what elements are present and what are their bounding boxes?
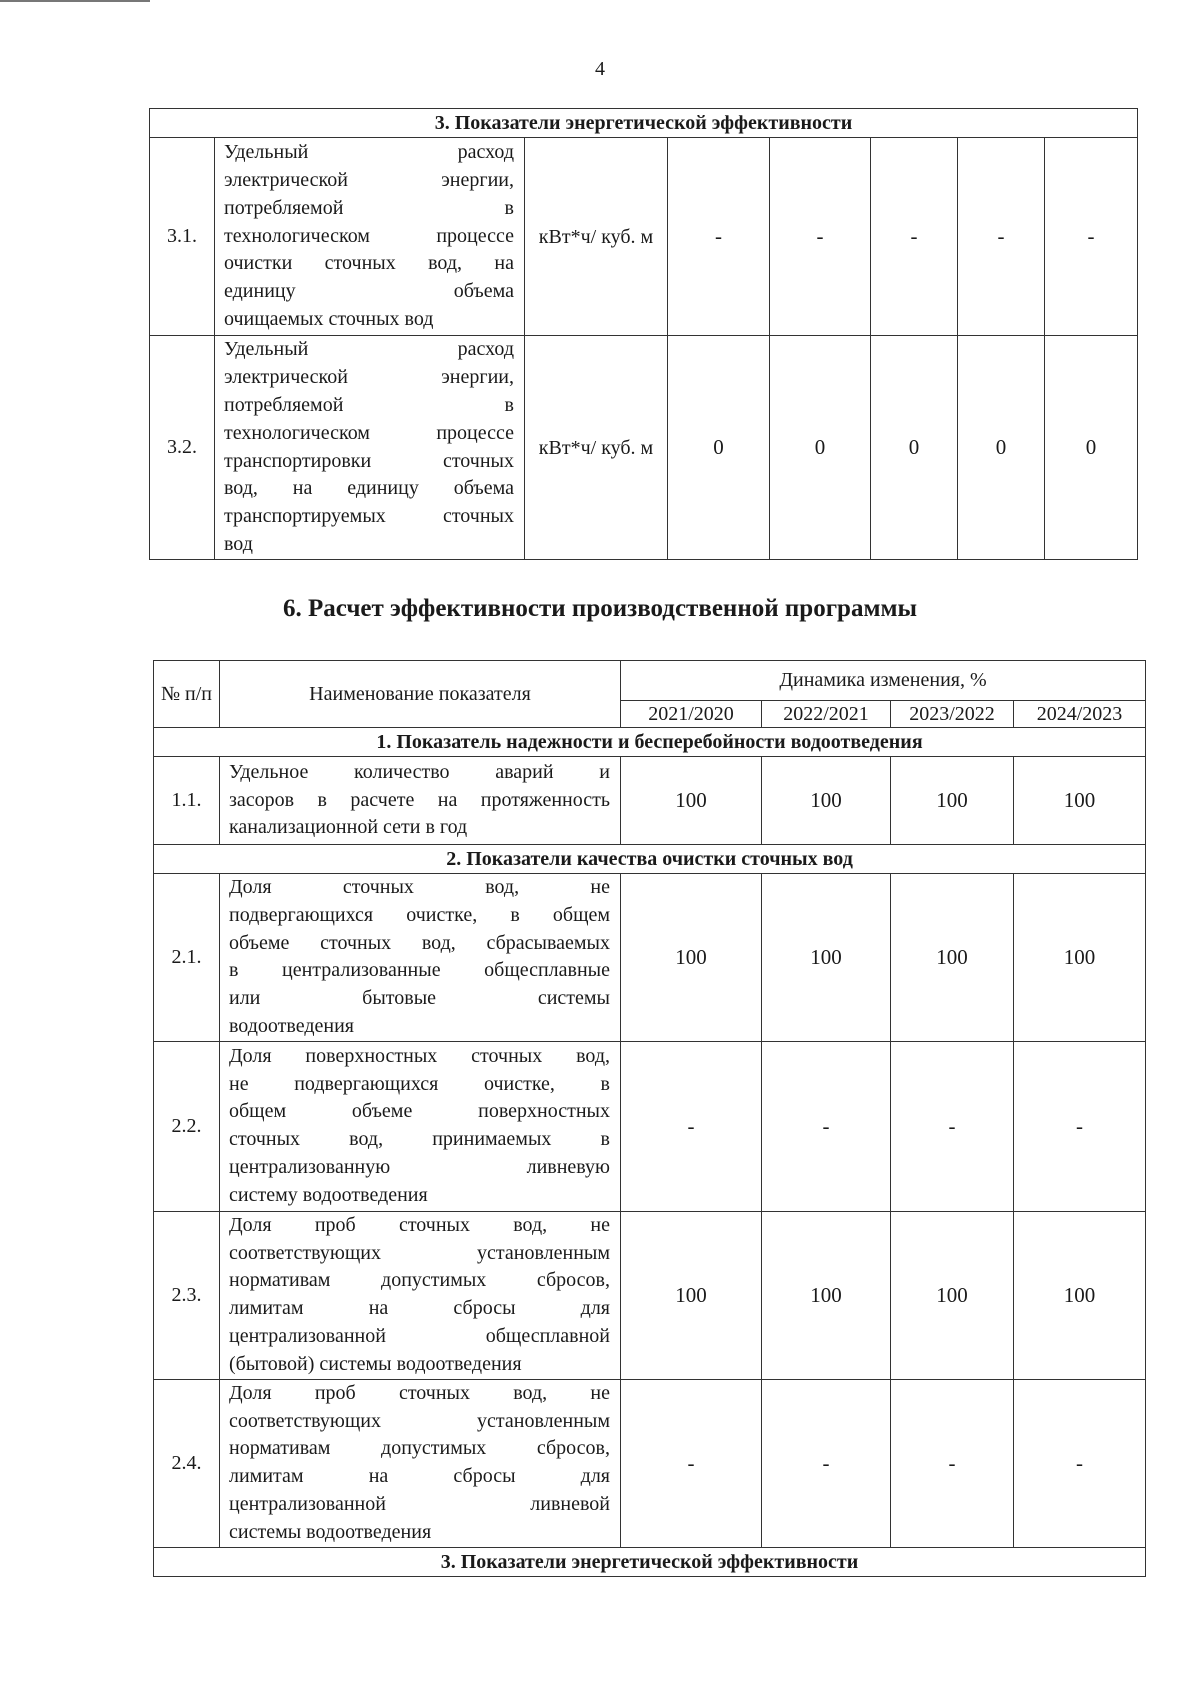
value-cell: - [762,1041,891,1211]
value-cell: 0 [958,336,1045,560]
value-cell: 100 [1014,874,1146,1042]
value-cell: 100 [621,874,762,1042]
year-header: 2023/2022 [891,701,1014,728]
value-cell: 100 [762,874,891,1042]
value-cell: 100 [891,1211,1014,1379]
section-header: 1. Показатель надежности и бесперебойности водоотведения [154,728,1146,757]
value-cell: - [1014,1379,1146,1547]
indicator-name: Доля проб сточных вод, не соответствующих установленным нормативам допустимых сбросов, лимитам на сбросы для централизованной общесплавной (бытовой) системы водоотведения [220,1211,621,1379]
column-header-name: Наименование показателя [220,661,621,728]
table-row [150,336,1138,560]
value-cell: 0 [770,336,871,560]
value-cell: 100 [1014,757,1146,845]
page-number: 4 [595,58,605,80]
value-cell: 100 [762,757,891,845]
value-cell: 100 [1014,1211,1146,1379]
column-header-number: № п/п [154,661,220,728]
row-number: 3.1. [150,138,215,336]
table-row [154,1041,1146,1211]
row-number: 2.1. [154,874,220,1042]
value-cell: 0 [871,336,958,560]
year-header: 2024/2023 [1014,701,1146,728]
value-cell: - [1045,138,1138,336]
value-cell: 0 [1045,336,1138,560]
table-row [154,874,1146,1042]
row-number: 2.4. [154,1379,220,1547]
section-heading: 6. Расчет эффективности производственной программы [282,595,918,622]
value-cell: 100 [621,1211,762,1379]
indicator-name: Удельное количество аварий и засоров в расчете на протяженность канализационной сети в год [220,757,621,845]
section-header: 3. Показатели энергетической эффективности [154,1547,1146,1576]
column-header-dynamics: Динамика изменения, % [621,661,1146,701]
value-cell: - [762,1379,891,1547]
table-row [150,138,1138,336]
indicator-name: Доля поверхностных сточных вод, не подвергающихся очистке, в общем объеме поверхностных сточных вод, принимаемых в централизованную ливневую систему водоотведения [220,1041,621,1211]
table-row [154,757,1146,845]
row-number: 3.2. [150,336,215,560]
section-header: 3. Показатели энергетической эффективности [150,109,1138,138]
indicator-name: Доля проб сточных вод, не соответствующих установленным нормативам допустимых сбросов, лимитам на сбросы для централизованной ливневой системы водоотведения [220,1379,621,1547]
value-cell: - [621,1041,762,1211]
value-cell: - [770,138,871,336]
table-row [154,1379,1146,1547]
value-cell: - [891,1041,1014,1211]
value-cell: 0 [668,336,770,560]
section-header: 2. Показатели качества очистки сточных вод [154,845,1146,874]
row-number: 2.2. [154,1041,220,1211]
indicator-name: Удельный расход электрической энергии, потребляемой в технологическом процессе транспортировки сточных вод, на единицу объема транспортируемых сточных вод [215,336,525,560]
energy-efficiency-table [149,108,1138,560]
scan-edge-line [0,0,150,6]
value-cell: - [891,1379,1014,1547]
value-cell: 100 [762,1211,891,1379]
value-cell: 100 [891,757,1014,845]
indicator-name: Доля сточных вод, не подвергающихся очистке, в общем объеме сточных вод, сбрасываемых в централизованные общесплавные или бытовые системы водоотведения [220,874,621,1042]
value-cell: - [871,138,958,336]
unit: кВт*ч/ куб. м [525,138,668,336]
value-cell: - [958,138,1045,336]
year-header: 2022/2021 [762,701,891,728]
indicator-name: Удельный расход электрической энергии, потребляемой в технологическом процессе очистки сточных вод, на единицу объема очищаемых сточных вод [215,138,525,336]
row-number: 2.3. [154,1211,220,1379]
value-cell: - [1014,1041,1146,1211]
row-number: 1.1. [154,757,220,845]
efficiency-table [153,660,1146,1577]
value-cell: - [621,1379,762,1547]
unit: кВт*ч/ куб. м [525,336,668,560]
year-header: 2021/2020 [621,701,762,728]
value-cell: - [668,138,770,336]
value-cell: 100 [621,757,762,845]
value-cell: 100 [891,874,1014,1042]
table-row [154,1211,1146,1379]
